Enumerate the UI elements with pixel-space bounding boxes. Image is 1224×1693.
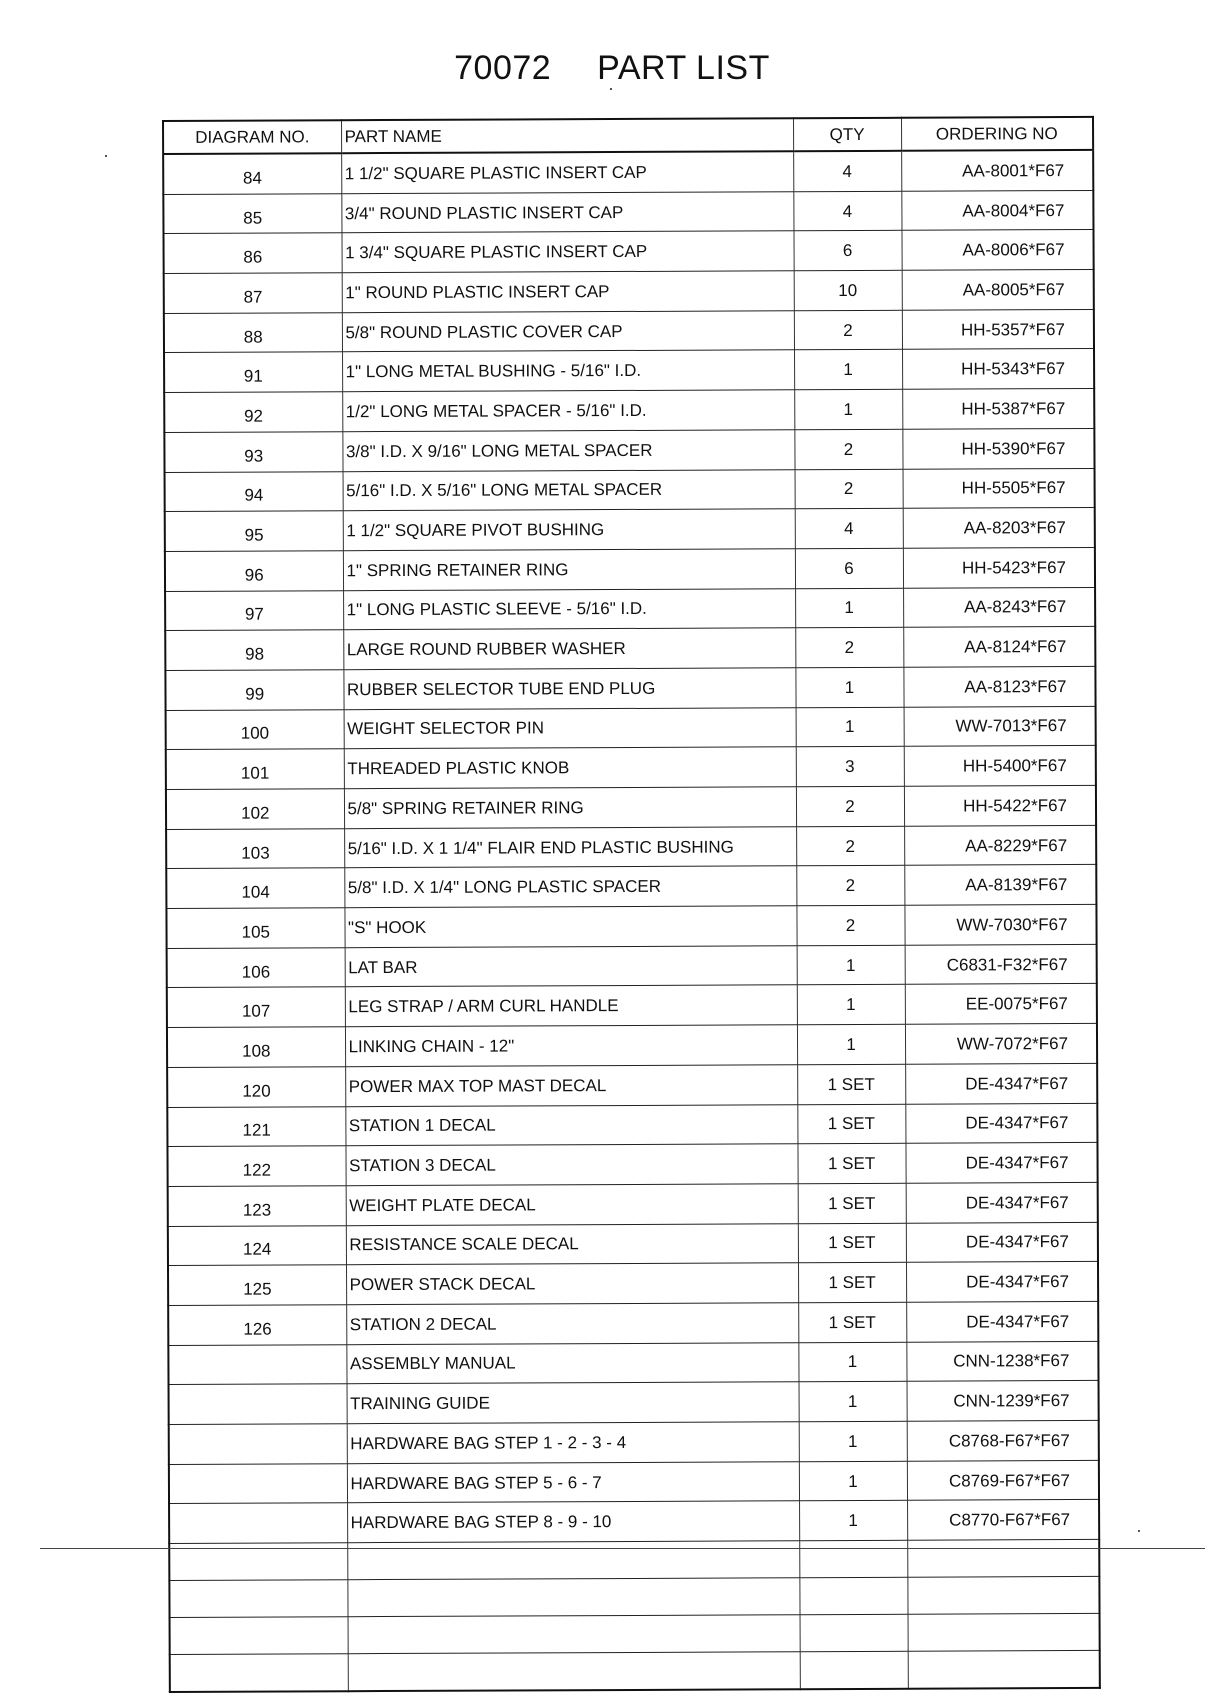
empty-table-row <box>169 1539 1099 1580</box>
cell-part-name-empty <box>348 1615 800 1654</box>
cell-ordering-no: AA-8229*F67 <box>904 825 1096 866</box>
scan-speck <box>105 155 107 157</box>
table-row <box>166 904 1096 948</box>
cell-ordering-no: EE-0075*F67 <box>905 984 1097 1025</box>
cell-part-name: HARDWARE BAG STEP 1 - 2 - 3 - 4 <box>347 1422 799 1464</box>
table-row <box>168 1262 1098 1306</box>
cell-ordering-no: DE-4347*F67 <box>906 1262 1098 1303</box>
cell-ordering-no: AA-8006*F67 <box>901 230 1093 271</box>
table-row <box>165 587 1095 631</box>
cell-ordering-no: AA-8203*F67 <box>903 508 1095 549</box>
table-row <box>165 468 1095 512</box>
cell-ordering-no: WW-7030*F67 <box>904 904 1096 945</box>
cell-qty: 1 SET <box>797 1143 905 1183</box>
empty-table-row <box>170 1650 1100 1692</box>
cell-diagram-no: 87 <box>164 273 342 313</box>
cell-diagram-no: 108 <box>167 1027 345 1067</box>
cell-ordering-no: C8768-F67*F67 <box>907 1420 1099 1461</box>
cell-diagram-no: 101 <box>166 749 344 789</box>
cell-diagram-no: 99 <box>165 670 343 710</box>
cell-part-name: STATION 1 DECAL <box>345 1104 797 1146</box>
cell-diagram-no <box>169 1463 347 1503</box>
cell-part-name: LARGE ROUND RUBBER WASHER <box>343 628 795 670</box>
cell-ordering-no: DE-4347*F67 <box>906 1222 1098 1263</box>
cell-part-name: POWER MAX TOP MAST DECAL <box>345 1065 797 1107</box>
cell-qty: 1 <box>794 389 902 429</box>
cell-part-name: STATION 2 DECAL <box>346 1303 798 1345</box>
cell-part-name: 5/16" I.D. X 5/16" LONG METAL SPACER <box>343 469 795 511</box>
cell-part-name: WEIGHT SELECTOR PIN <box>344 707 796 749</box>
cell-ordering-no-empty <box>908 1613 1100 1651</box>
cell-qty: 1 <box>795 588 903 628</box>
table-row <box>166 785 1096 829</box>
cell-diagram-no <box>169 1424 347 1464</box>
cell-qty: 2 <box>796 905 904 945</box>
cell-part-name: TRAINING GUIDE <box>347 1382 799 1424</box>
header-diagram-no: DIAGRAM NO. <box>163 120 341 154</box>
cell-qty: 1 <box>797 985 905 1025</box>
cell-part-name: RUBBER SELECTOR TUBE END PLUG <box>343 668 795 710</box>
cell-part-name-empty <box>347 1541 799 1580</box>
cell-diagram-no: 106 <box>167 947 345 987</box>
table-row <box>169 1420 1099 1464</box>
cell-ordering-no: DE-4347*F67 <box>905 1103 1097 1144</box>
cell-qty: 2 <box>794 310 902 350</box>
model-number: 70072 <box>454 48 552 87</box>
cell-ordering-no: AA-8004*F67 <box>901 190 1093 231</box>
cell-ordering-no: AA-8139*F67 <box>904 865 1096 906</box>
cell-diagram-no: 95 <box>165 511 343 551</box>
cell-diagram-no: 124 <box>168 1225 346 1265</box>
header-qty: QTY <box>793 118 901 151</box>
cell-qty: 1 SET <box>798 1263 906 1303</box>
cell-qty: 1 SET <box>797 1104 905 1144</box>
cell-part-name: ASSEMBLY MANUAL <box>346 1342 798 1384</box>
cell-ordering-no: HH-5400*F67 <box>904 746 1096 787</box>
cell-part-name: 1 1/2" SQUARE PLASTIC INSERT CAP <box>341 151 793 193</box>
cell-diagram-no: 91 <box>164 352 342 392</box>
cell-ordering-no: HH-5423*F67 <box>903 547 1095 588</box>
cell-ordering-no-empty <box>907 1576 1099 1614</box>
cell-diagram-no: 94 <box>165 471 343 511</box>
cell-qty: 2 <box>795 628 903 668</box>
cell-part-name: WEIGHT PLATE DECAL <box>346 1184 798 1226</box>
cell-part-name: STATION 3 DECAL <box>345 1144 797 1186</box>
cell-diagram-no: 120 <box>167 1067 345 1107</box>
cell-qty-empty <box>799 1540 907 1577</box>
cell-ordering-no: HH-5387*F67 <box>902 389 1094 430</box>
cell-part-name: "S" HOOK <box>344 906 796 948</box>
cell-diagram-no: 125 <box>168 1265 346 1305</box>
cell-qty: 1 <box>795 667 903 707</box>
cell-qty: 1 <box>798 1342 906 1382</box>
cell-qty: 1 <box>797 945 905 985</box>
cell-ordering-no: AA-8123*F67 <box>903 666 1095 707</box>
table-row <box>168 1341 1098 1385</box>
table-row <box>165 666 1095 710</box>
table-row <box>168 1301 1098 1345</box>
cell-diagram-no: 88 <box>164 312 342 352</box>
cell-diagram-no: 121 <box>167 1106 345 1146</box>
cell-ordering-no: HH-5505*F67 <box>903 468 1095 509</box>
cell-qty: 4 <box>793 151 901 192</box>
table-row <box>169 1460 1099 1504</box>
cell-part-name: 1/2" LONG METAL SPACER - 5/16" I.D. <box>342 390 794 432</box>
table-row <box>164 269 1094 313</box>
cell-part-name: 1" LONG METAL BUSHING - 5/16" I.D. <box>342 350 794 392</box>
cell-diagram-no: 96 <box>165 551 343 591</box>
cell-qty: 1 <box>797 1024 905 1064</box>
cell-diagram-no <box>168 1344 346 1384</box>
table-row <box>169 1381 1099 1425</box>
cell-diagram-no-empty <box>170 1654 348 1692</box>
cell-qty: 1 <box>799 1501 907 1541</box>
table-row <box>167 1103 1097 1147</box>
cell-ordering-no: HH-5422*F67 <box>904 785 1096 826</box>
cell-diagram-no: 123 <box>168 1186 346 1226</box>
table-row <box>163 150 1093 194</box>
cell-diagram-no: 100 <box>166 709 344 749</box>
cell-ordering-no: HH-5343*F67 <box>902 349 1094 390</box>
parts-table <box>162 116 1101 1693</box>
cell-ordering-no: AA-8124*F67 <box>903 627 1095 668</box>
cell-qty: 1 SET <box>797 1064 905 1104</box>
cell-ordering-no: HH-5357*F67 <box>902 309 1094 350</box>
cell-ordering-no-empty <box>907 1539 1099 1577</box>
cell-part-name: 1 3/4" SQUARE PLASTIC INSERT CAP <box>341 231 793 273</box>
cell-qty: 1 SET <box>798 1302 906 1342</box>
cell-part-name: POWER STACK DECAL <box>346 1263 798 1305</box>
cell-qty-empty <box>800 1614 908 1651</box>
cell-qty: 4 <box>793 191 901 231</box>
cell-ordering-no: DE-4347*F67 <box>905 1143 1097 1184</box>
table-row <box>169 1500 1099 1544</box>
cell-ordering-no: C6831-F32*F67 <box>905 944 1097 985</box>
title-text: PART LIST <box>597 48 770 87</box>
cell-ordering-no: DE-4347*F67 <box>906 1182 1098 1223</box>
cell-qty: 1 SET <box>798 1183 906 1223</box>
cell-part-name: HARDWARE BAG STEP 8 - 9 - 10 <box>347 1501 799 1543</box>
cell-part-name: LINKING CHAIN - 12" <box>345 1025 797 1067</box>
cell-diagram-no-empty <box>169 1580 347 1618</box>
cell-ordering-no: CNN-1238*F67 <box>906 1341 1098 1382</box>
table-row <box>164 309 1094 353</box>
cell-diagram-no: 103 <box>166 828 344 868</box>
cell-part-name: LEG STRAP / ARM CURL HANDLE <box>345 985 797 1027</box>
table-row <box>165 547 1095 591</box>
cell-qty: 6 <box>795 548 903 588</box>
cell-part-name: 1" ROUND PLASTIC INSERT CAP <box>342 271 794 313</box>
cell-ordering-no-empty <box>908 1650 1100 1688</box>
table-row <box>165 627 1095 671</box>
cell-part-name-empty <box>348 1652 800 1691</box>
cell-part-name: 5/8" I.D. X 1/4" LONG PLASTIC SPACER <box>344 866 796 908</box>
cell-part-name: LAT BAR <box>345 945 797 987</box>
cell-diagram-no <box>169 1503 347 1543</box>
cell-part-name: 5/8" ROUND PLASTIC COVER CAP <box>342 310 794 352</box>
cell-ordering-no: WW-7013*F67 <box>904 706 1096 747</box>
header-ordering-no: ORDERING NO <box>901 117 1093 151</box>
cell-diagram-no: 104 <box>166 868 344 908</box>
table-row <box>164 428 1094 472</box>
cell-qty: 2 <box>794 429 902 469</box>
cell-qty: 2 <box>796 866 904 906</box>
footer-rule <box>40 1548 1205 1549</box>
cell-part-name: 1 1/2" SQUARE PIVOT BUSHING <box>343 509 795 551</box>
page-title <box>0 49 1224 88</box>
table-row <box>167 1143 1097 1187</box>
cell-part-name: HARDWARE BAG STEP 5 - 6 - 7 <box>347 1461 799 1503</box>
cell-part-name: 5/8" SPRING RETAINER RING <box>344 787 796 829</box>
header-part-name: PART NAME <box>341 118 793 153</box>
empty-table-row <box>169 1576 1099 1617</box>
cell-qty: 1 <box>796 707 904 747</box>
scan-speck <box>610 88 612 90</box>
cell-diagram-no: 98 <box>165 630 343 670</box>
cell-qty: 3 <box>796 747 904 787</box>
cell-part-name: 5/16" I.D. X 1 1/4" FLAIR END PLASTIC BUSHING <box>344 826 796 868</box>
cell-part-name: 3/4" ROUND PLASTIC INSERT CAP <box>341 191 793 233</box>
cell-qty: 2 <box>796 826 904 866</box>
cell-diagram-no: 93 <box>164 432 342 472</box>
table-row <box>164 349 1094 393</box>
cell-diagram-no: 85 <box>163 193 341 233</box>
cell-qty: 1 <box>799 1382 907 1422</box>
cell-ordering-no: DE-4347*F67 <box>905 1063 1097 1104</box>
cell-diagram-no <box>169 1384 347 1424</box>
cell-qty: 1 <box>799 1421 907 1461</box>
cell-ordering-no: HH-5390*F67 <box>902 428 1094 469</box>
cell-diagram-no: 102 <box>166 789 344 829</box>
cell-qty: 1 SET <box>798 1223 906 1263</box>
table-row <box>167 944 1097 988</box>
cell-ordering-no: C8769-F67*F67 <box>907 1460 1099 1501</box>
cell-ordering-no: C8770-F67*F67 <box>907 1500 1099 1541</box>
table-row <box>167 984 1097 1028</box>
table-row <box>163 190 1093 234</box>
cell-qty-empty <box>800 1651 908 1689</box>
cell-part-name: 1" SPRING RETAINER RING <box>343 549 795 591</box>
table-row <box>164 389 1094 433</box>
table-row <box>166 706 1096 750</box>
table-row <box>168 1182 1098 1226</box>
cell-qty: 10 <box>794 270 902 310</box>
cell-qty-empty <box>799 1577 907 1614</box>
parts-table-body <box>163 150 1100 1692</box>
cell-qty: 4 <box>795 508 903 548</box>
cell-part-name: 1" LONG PLASTIC SLEEVE - 5/16" I.D. <box>343 588 795 630</box>
header-row <box>163 117 1093 154</box>
cell-diagram-no: 122 <box>167 1146 345 1186</box>
table-row <box>163 230 1093 274</box>
cell-qty: 1 <box>794 350 902 390</box>
cell-diagram-no-empty <box>170 1617 348 1655</box>
cell-ordering-no: DE-4347*F67 <box>906 1301 1098 1342</box>
table-row <box>166 865 1096 909</box>
cell-qty: 6 <box>793 231 901 271</box>
cell-qty: 1 <box>799 1461 907 1501</box>
cell-diagram-no: 107 <box>167 987 345 1027</box>
scan-speck <box>1138 1530 1140 1532</box>
cell-diagram-no: 84 <box>163 153 341 194</box>
cell-ordering-no: AA-8001*F67 <box>901 150 1093 191</box>
cell-diagram-no: 92 <box>164 392 342 432</box>
table-row <box>166 746 1096 790</box>
cell-part-name: 3/8" I.D. X 9/16" LONG METAL SPACER <box>342 430 794 472</box>
table-row <box>165 508 1095 552</box>
cell-ordering-no: AA-8243*F67 <box>903 587 1095 628</box>
cell-diagram-no: 86 <box>163 233 341 273</box>
cell-qty: 2 <box>795 469 903 509</box>
cell-ordering-no: WW-7072*F67 <box>905 1024 1097 1065</box>
table-row <box>166 825 1096 869</box>
cell-diagram-no: 97 <box>165 590 343 630</box>
table-row <box>167 1024 1097 1068</box>
cell-diagram-no: 126 <box>168 1305 346 1345</box>
cell-ordering-no: AA-8005*F67 <box>902 269 1094 310</box>
cell-part-name: THREADED PLASTIC KNOB <box>344 747 796 789</box>
cell-part-name: RESISTANCE SCALE DECAL <box>346 1223 798 1265</box>
cell-diagram-no: 105 <box>166 908 344 948</box>
table-row <box>167 1063 1097 1107</box>
cell-qty: 2 <box>796 786 904 826</box>
cell-ordering-no: CNN-1239*F67 <box>907 1381 1099 1422</box>
table-row <box>168 1222 1098 1266</box>
empty-table-row <box>170 1613 1100 1654</box>
